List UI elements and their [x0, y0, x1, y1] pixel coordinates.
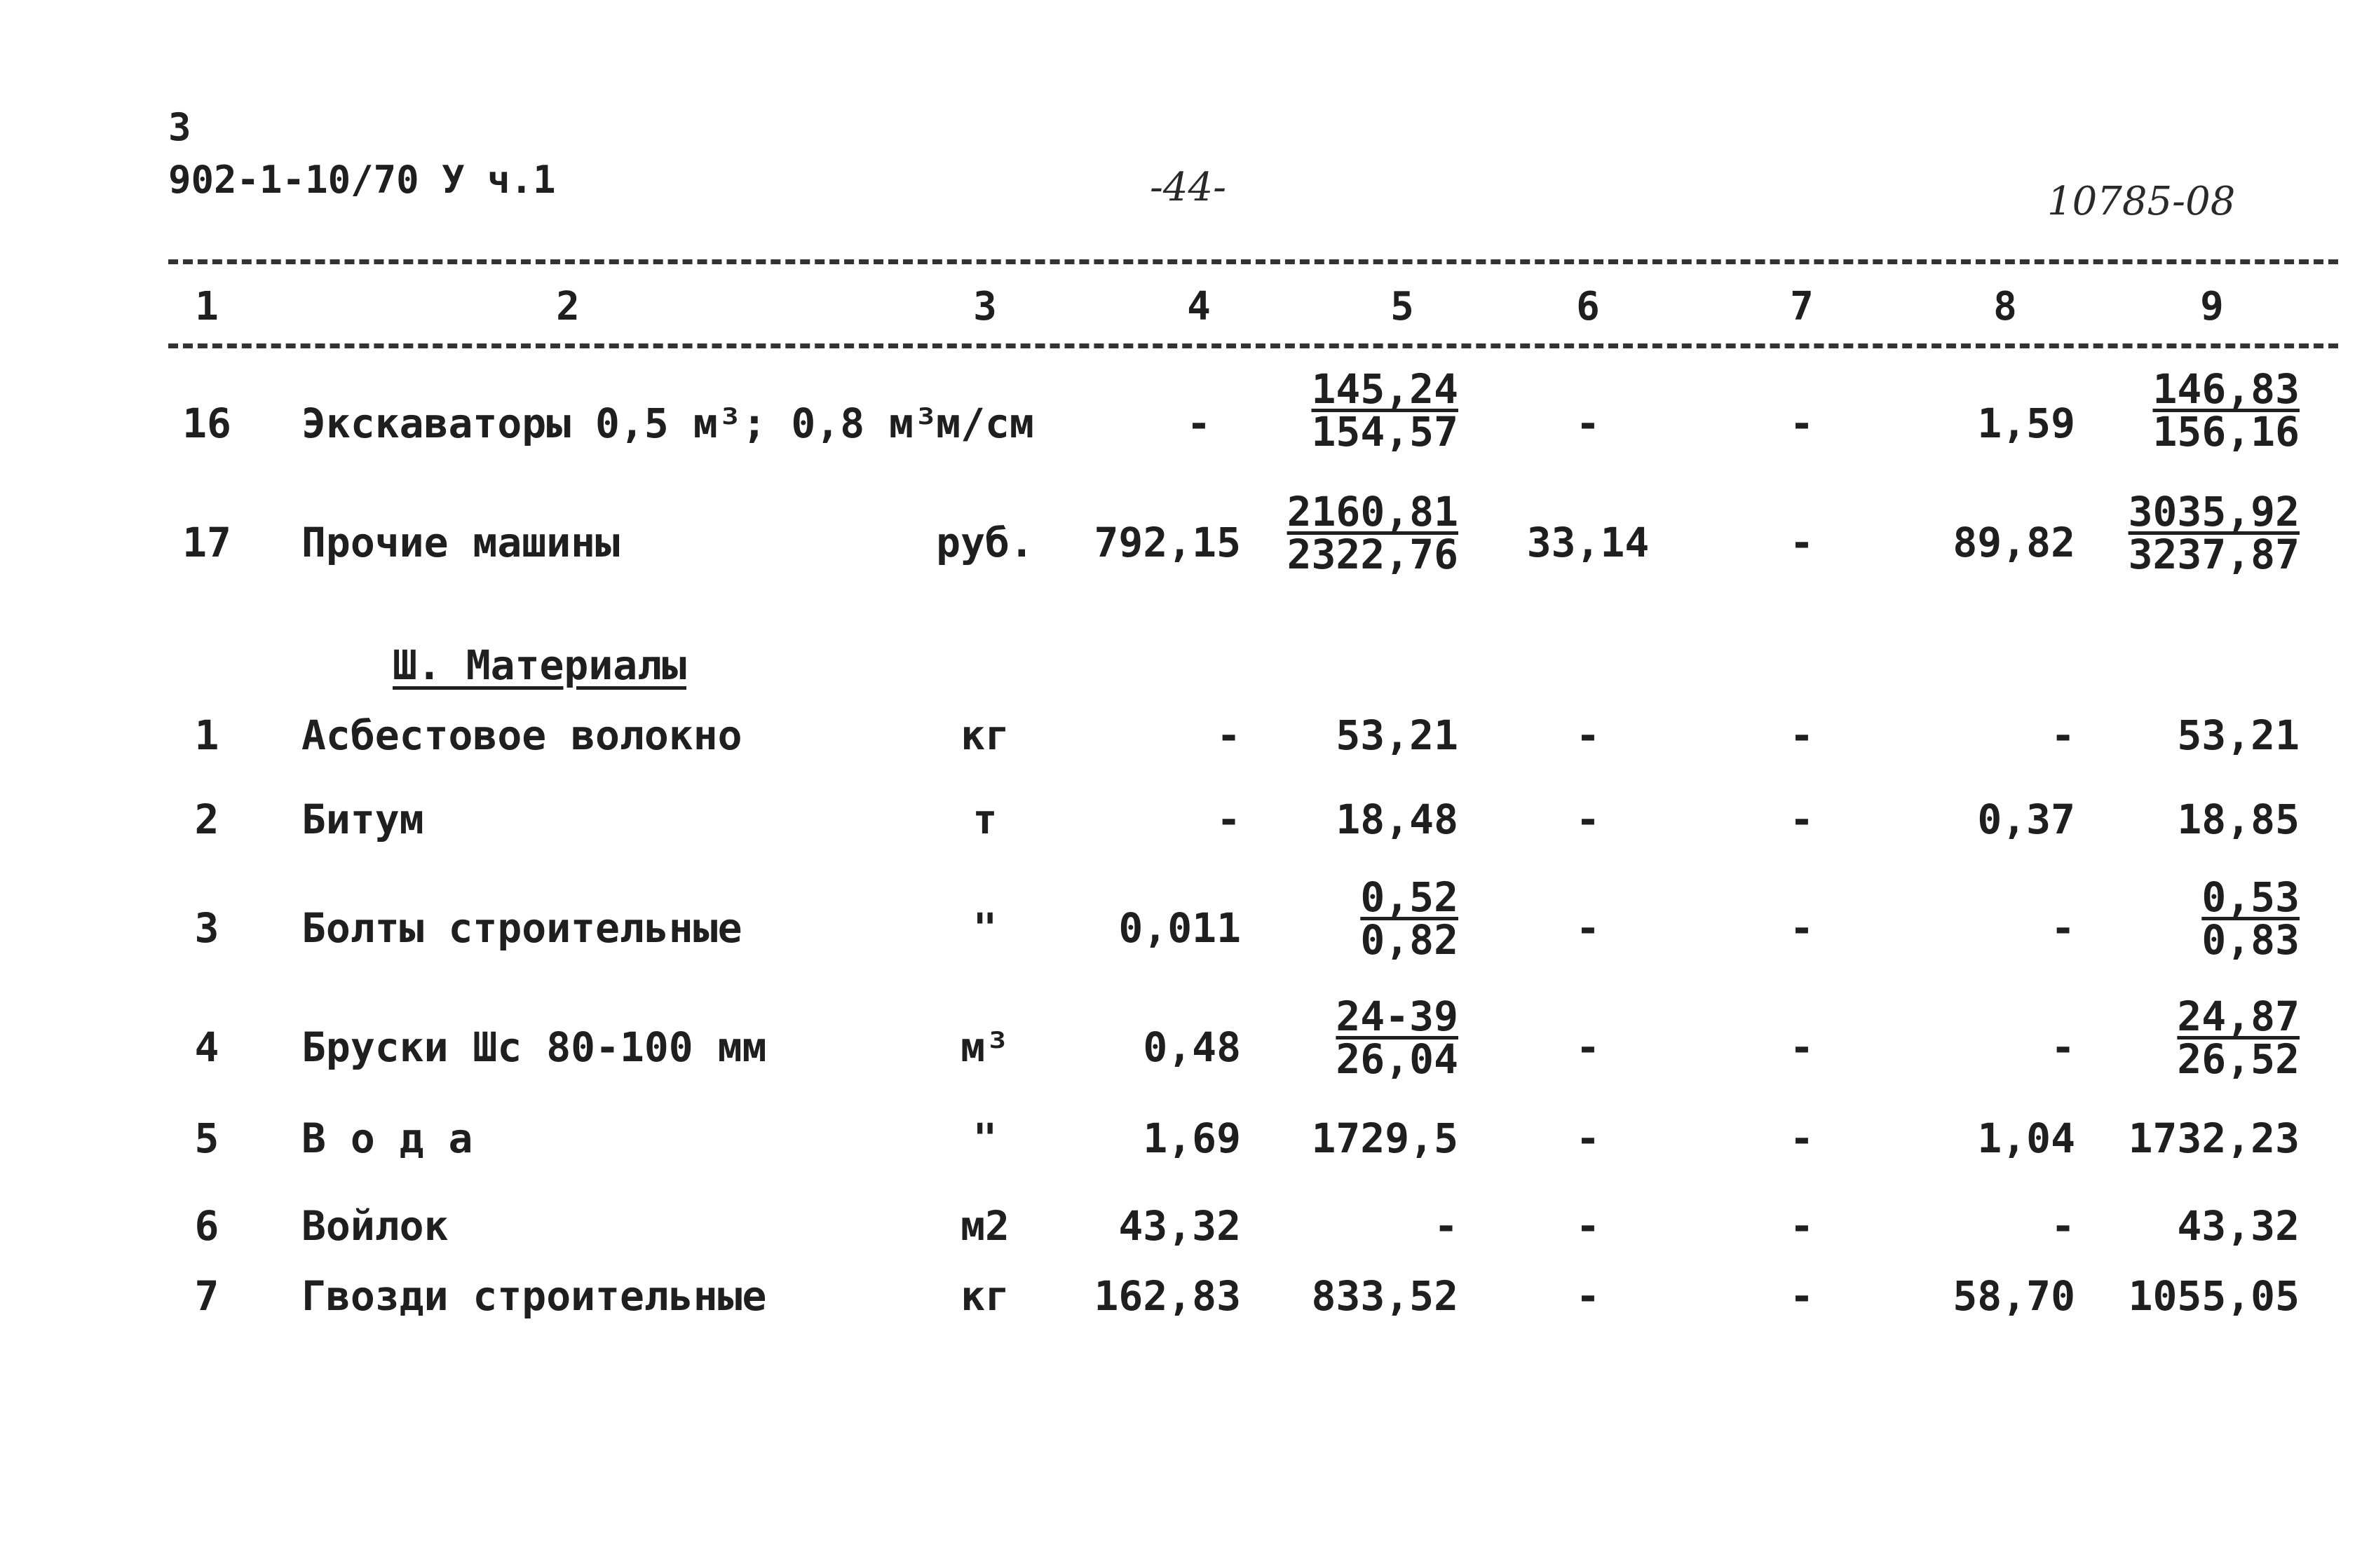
row-col7: - [1789, 796, 1814, 843]
top-rule [168, 259, 2338, 264]
row-col6: - [1575, 796, 1601, 843]
row-col4: 1,69 [1143, 1114, 1241, 1162]
page-number: -44- [1150, 165, 1227, 210]
row-col6: - [1575, 1114, 1601, 1162]
row-col5 [1262, 488, 1458, 578]
row-col6: - [1575, 1023, 1601, 1071]
col5-top: 2160,81 [1287, 488, 1458, 536]
row-col7: - [1789, 1114, 1814, 1162]
row-name: Битум [301, 796, 424, 843]
row-col5 [1262, 873, 1458, 964]
row-col9: 1055,05 [2128, 1272, 2300, 1320]
col9-top: 0,53 [2201, 873, 2300, 921]
row-col5: - [1434, 1202, 1458, 1250]
row-unit: м2 [961, 1202, 1010, 1250]
row-col5: 833,52 [1311, 1272, 1458, 1320]
col9-bottom: 26,52 [2177, 1035, 2300, 1083]
row-number: 16 [182, 400, 231, 447]
archive-number: 10785-08 [2047, 179, 2236, 224]
row-col9 [2096, 873, 2300, 964]
row-col7: - [1789, 904, 1814, 952]
col9-top: 24,87 [2177, 993, 2300, 1040]
row-col5: 18,48 [1336, 796, 1458, 843]
row-number: 2 [194, 796, 219, 843]
col-head-1: 1 [195, 284, 219, 329]
row-unit: т [972, 796, 998, 843]
row-unit: руб. [936, 519, 1034, 566]
row-unit: " [972, 1114, 998, 1162]
row-col5 [1262, 995, 1458, 1083]
col-head-4: 4 [1187, 284, 1211, 329]
row-name: Экскаваторы 0,5 м³; 0,8 м³ [301, 400, 938, 447]
col-head-8: 8 [1993, 284, 2017, 329]
row-unit: " [972, 904, 998, 952]
row-col8: 1,59 [1977, 400, 2075, 447]
col9-top: 146,83 [2152, 365, 2300, 413]
col5-bottom: 2322,76 [1287, 530, 1458, 578]
row-col9: 43,32 [2177, 1202, 2300, 1250]
row-col9: 1732,23 [2128, 1114, 2300, 1162]
section-title: Ш. Материалы [393, 641, 687, 689]
row-col4: 162,83 [1094, 1272, 1241, 1320]
row-col8: 89,82 [1953, 519, 2075, 566]
row-name: Прочие машины [301, 519, 620, 566]
row-col6: 33,14 [1526, 519, 1650, 566]
row-col8: - [2051, 1202, 2075, 1250]
row-col8: 58,70 [1953, 1272, 2075, 1320]
row-col5: 1729,5 [1311, 1114, 1458, 1162]
corner-mark: 3 [168, 105, 191, 149]
row-col7: - [1789, 400, 1814, 447]
col-head-6: 6 [1576, 284, 1600, 329]
row-col8: - [2051, 1023, 2075, 1071]
row-col4: - [1186, 400, 1211, 447]
col9-bottom: 0,83 [2201, 915, 2300, 964]
col9-bottom: 156,16 [2152, 407, 2300, 456]
row-number: 3 [194, 904, 219, 952]
row-name: Асбестовое волокно [301, 711, 742, 759]
row-col4: 792,15 [1094, 519, 1241, 566]
col9-bottom: 3237,87 [2128, 530, 2300, 578]
row-number: 17 [182, 519, 231, 566]
col5-top: 0,52 [1360, 873, 1458, 921]
row-col4: 0,48 [1143, 1023, 1241, 1071]
col5-top: 24-39 [1336, 993, 1458, 1040]
col-head-5: 5 [1390, 284, 1414, 329]
row-name: Бруски Шс 80-100 мм [301, 1023, 767, 1071]
row-col9: 53,21 [2177, 711, 2300, 759]
row-col6: - [1575, 1272, 1601, 1320]
row-col9: 18,85 [2177, 796, 2300, 843]
row-col6: - [1575, 711, 1601, 759]
row-col4: - [1216, 796, 1241, 843]
row-col7: - [1789, 1202, 1814, 1250]
row-col9 [2096, 365, 2300, 456]
row-name: Гвозди строительные [301, 1272, 767, 1320]
row-col9 [2096, 488, 2300, 578]
col5-bottom: 26,04 [1336, 1035, 1458, 1083]
row-unit: кг [961, 1272, 1010, 1320]
document-code: 902-1-10/70 У ч.1 [168, 158, 556, 202]
row-name: В о д а [301, 1114, 473, 1162]
row-col6: - [1575, 400, 1601, 447]
row-col5: 53,21 [1336, 711, 1458, 759]
row-unit: м/см [936, 400, 1034, 447]
col-head-7: 7 [1790, 284, 1814, 329]
row-number: 6 [194, 1202, 219, 1250]
col5-top: 145,24 [1311, 365, 1458, 413]
row-col7: - [1789, 711, 1814, 759]
row-col8: - [2051, 711, 2075, 759]
row-col7: - [1789, 1023, 1814, 1071]
row-col6: - [1575, 904, 1601, 952]
row-number: 1 [194, 711, 219, 759]
row-col9 [2096, 995, 2300, 1083]
row-number: 5 [194, 1114, 219, 1162]
row-number: 4 [194, 1023, 219, 1071]
col-head-2: 2 [556, 284, 580, 329]
row-col4: 43,32 [1118, 1202, 1241, 1250]
col5-bottom: 154,57 [1311, 407, 1458, 456]
row-col8: 0,37 [1977, 796, 2075, 843]
row-col7: - [1789, 519, 1814, 566]
col-head-3: 3 [973, 284, 997, 329]
row-col4: 0,011 [1118, 904, 1241, 952]
row-unit: кг [961, 711, 1010, 759]
row-unit: м³ [961, 1023, 1010, 1071]
row-col4: - [1216, 711, 1241, 759]
row-col8: - [2051, 904, 2075, 952]
header-rule [168, 343, 2338, 348]
row-number: 7 [194, 1272, 219, 1320]
row-col6: - [1575, 1202, 1601, 1250]
col5-bottom: 0,82 [1360, 915, 1458, 964]
col9-top: 3035,92 [2128, 488, 2300, 536]
row-col5 [1262, 365, 1458, 456]
row-col7: - [1789, 1272, 1814, 1320]
row-col8: 1,04 [1977, 1114, 2075, 1162]
col-head-9: 9 [2200, 284, 2224, 329]
row-name: Войлок [301, 1202, 449, 1250]
row-name: Болты строительные [301, 904, 742, 952]
